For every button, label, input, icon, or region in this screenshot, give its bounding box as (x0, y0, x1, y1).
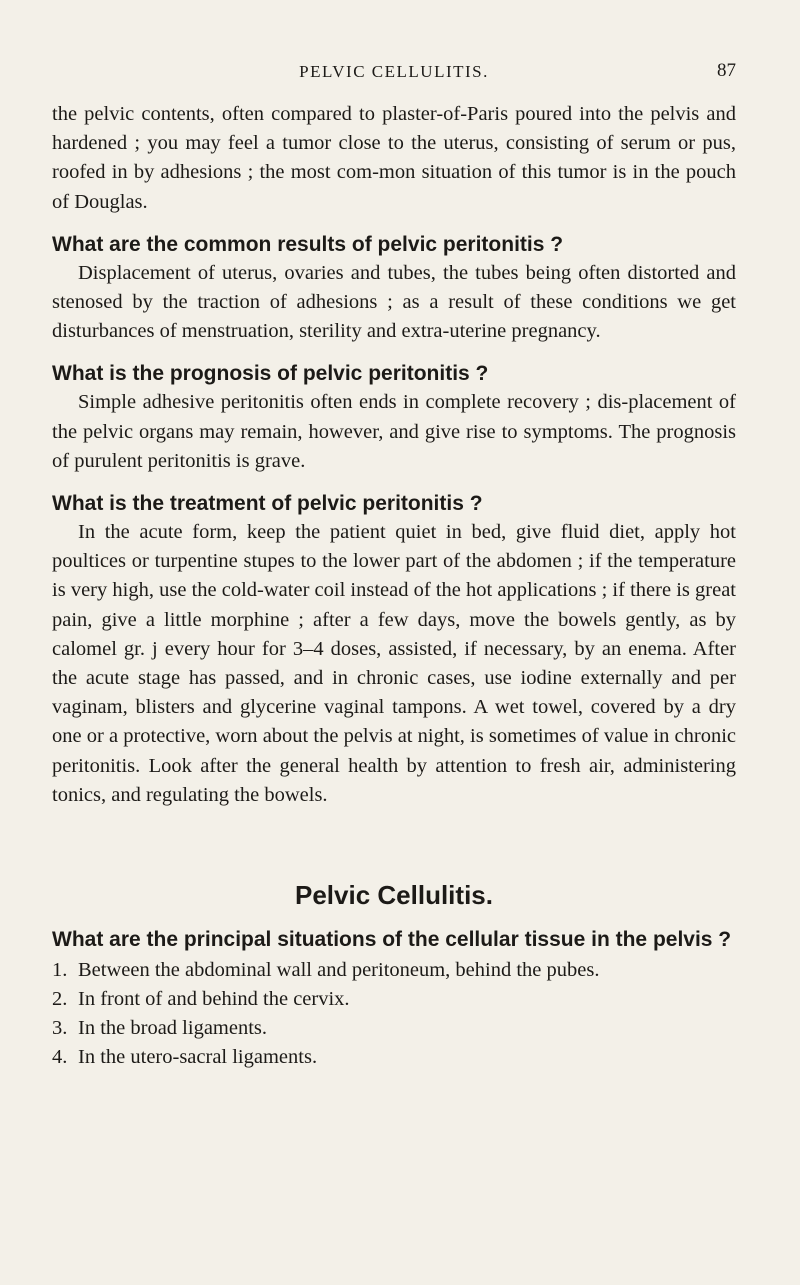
list-item-text: Between the abdominal wall and peritoneum, behind the pubes. (78, 959, 600, 982)
list-item-text: In the utero-sacral ligaments. (78, 1046, 318, 1069)
list-item (52, 956, 736, 985)
question-treatment: What is the treatment of pelvic peritonitis ? (52, 492, 483, 516)
answer-common-results: Displacement of uterus, ovaries and tubes, the tubes being often distorted and stenosed by the traction of adhesions ; as a result of these conditions we get disturbances of menstruation, sterility and extra-uterine pregnancy. (52, 261, 736, 343)
question-common-results: What are the common results of pelvic peritonitis ? (52, 232, 564, 256)
list-item-text: In the broad ligaments. (78, 1017, 268, 1040)
running-title: PELVIC CELLULITIS. (299, 62, 489, 81)
answer-prognosis: Simple adhesive peritonitis often ends in complete recovery ; dis-placement of the pelvic organs may remain, however, and give rise to symptoms. The prognosis of purulent peritonitis is grave. (52, 391, 736, 472)
book-page (52, 60, 736, 1072)
question-prognosis: What is the prognosis of pelvic peritonitis ? (52, 362, 489, 386)
list-item (52, 985, 736, 1014)
page-number: 87 (717, 60, 736, 81)
list-item (52, 1014, 736, 1043)
list-item (52, 1043, 736, 1072)
list-item-number: 2. (52, 988, 68, 1011)
running-head (52, 60, 736, 88)
list-item-number: 3. (52, 1017, 68, 1040)
situations-list (52, 956, 736, 1072)
answer-treatment: In the acute form, keep the patient quiet in bed, give fluid diet, apply hot poultices or turpentine stupes to the lower part of the abdomen ; if the temperature is very high, use the cold-water coil instead of the hot applications ; if there is great pain, give a little morphine ; after a few days, move the bowels gently, as by calomel gr. j every hour for 3–4 doses, assisted, if necessary, by an enema. After the acute stage has passed, and in chronic cases, use iodine externally and per vaginam, blisters and glycerine vaginal tampons. A wet towel, covered by a dry one or a protective, worn about the pelvis at night, is sometimes of value in chronic peritonitis. Look after the general health by attention to fresh air, administering tonics, and regulating the bowels. (52, 521, 736, 806)
section-title: Pelvic Cellulitis. (295, 880, 493, 911)
question-cellular-tissue: What are the principal situations of the cellular tissue in the pelvis ? (52, 928, 732, 952)
list-item-number: 4. (52, 1046, 68, 1069)
intro-paragraph: the pelvic contents, often compared to plaster-of-Paris poured into the pelvis and hardened ; you may feel a tumor close to the uterus, consisting of serum or pus, roofed in by adhesions ; the most com-mon situation of this tumor is in the pouch of Douglas. (52, 103, 736, 213)
list-item-number: 1. (52, 959, 68, 982)
list-item-text: In front of and behind the cervix. (78, 988, 350, 1011)
